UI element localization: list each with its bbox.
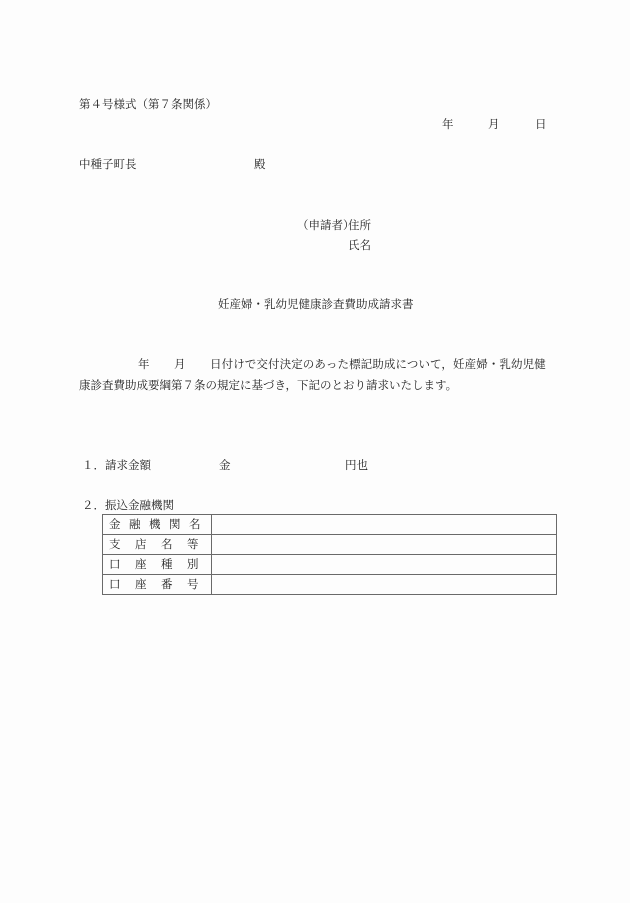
- table-row: [103, 535, 557, 555]
- table-row: [103, 515, 557, 535]
- bank-name-label: 金 融 機 関 名: [103, 515, 212, 535]
- claim-amount-prefix: 金: [219, 458, 231, 472]
- date-month-label: 月: [488, 117, 500, 131]
- body-line2: 康診査費助成要綱第７条の規定に基づき，下記のとおり請求いたします。: [79, 378, 458, 392]
- honorific: 殿: [254, 157, 266, 171]
- addressee: 中種子町長: [79, 157, 137, 171]
- bank-name-field[interactable]: [212, 515, 557, 535]
- document-title: 妊産婦・乳幼児健康診査費助成請求書: [218, 297, 414, 311]
- body-month: 月: [174, 357, 186, 371]
- address-label: 住所: [348, 218, 371, 232]
- table-row: [103, 555, 557, 575]
- date-day-label: 日: [535, 117, 547, 131]
- table-row: [103, 575, 557, 595]
- branch-name-label: 支 店 名 等: [103, 535, 212, 555]
- bank-info-table: [102, 514, 557, 595]
- account-type-field[interactable]: [212, 555, 557, 575]
- account-number-label: 口 座 番 号: [103, 575, 212, 595]
- applicant-label: （申請者）: [297, 218, 355, 232]
- body-line1: 日付けで交付決定のあった標記助成について，妊産婦・乳幼児健: [210, 357, 546, 371]
- form-number: 第４号様式（第７条関係）: [79, 97, 217, 111]
- account-number-field[interactable]: [212, 575, 557, 595]
- account-type-label: 口 座 種 別: [103, 555, 212, 575]
- name-label: 氏名: [348, 238, 371, 252]
- claim-amount-label: １．請求金額: [82, 458, 151, 472]
- claim-amount-suffix: 円也: [345, 458, 368, 472]
- branch-name-field[interactable]: [212, 535, 557, 555]
- bank-section-label: ２．振込金融機関: [82, 498, 174, 512]
- date-year-label: 年: [442, 117, 454, 131]
- body-year: 年: [138, 357, 150, 371]
